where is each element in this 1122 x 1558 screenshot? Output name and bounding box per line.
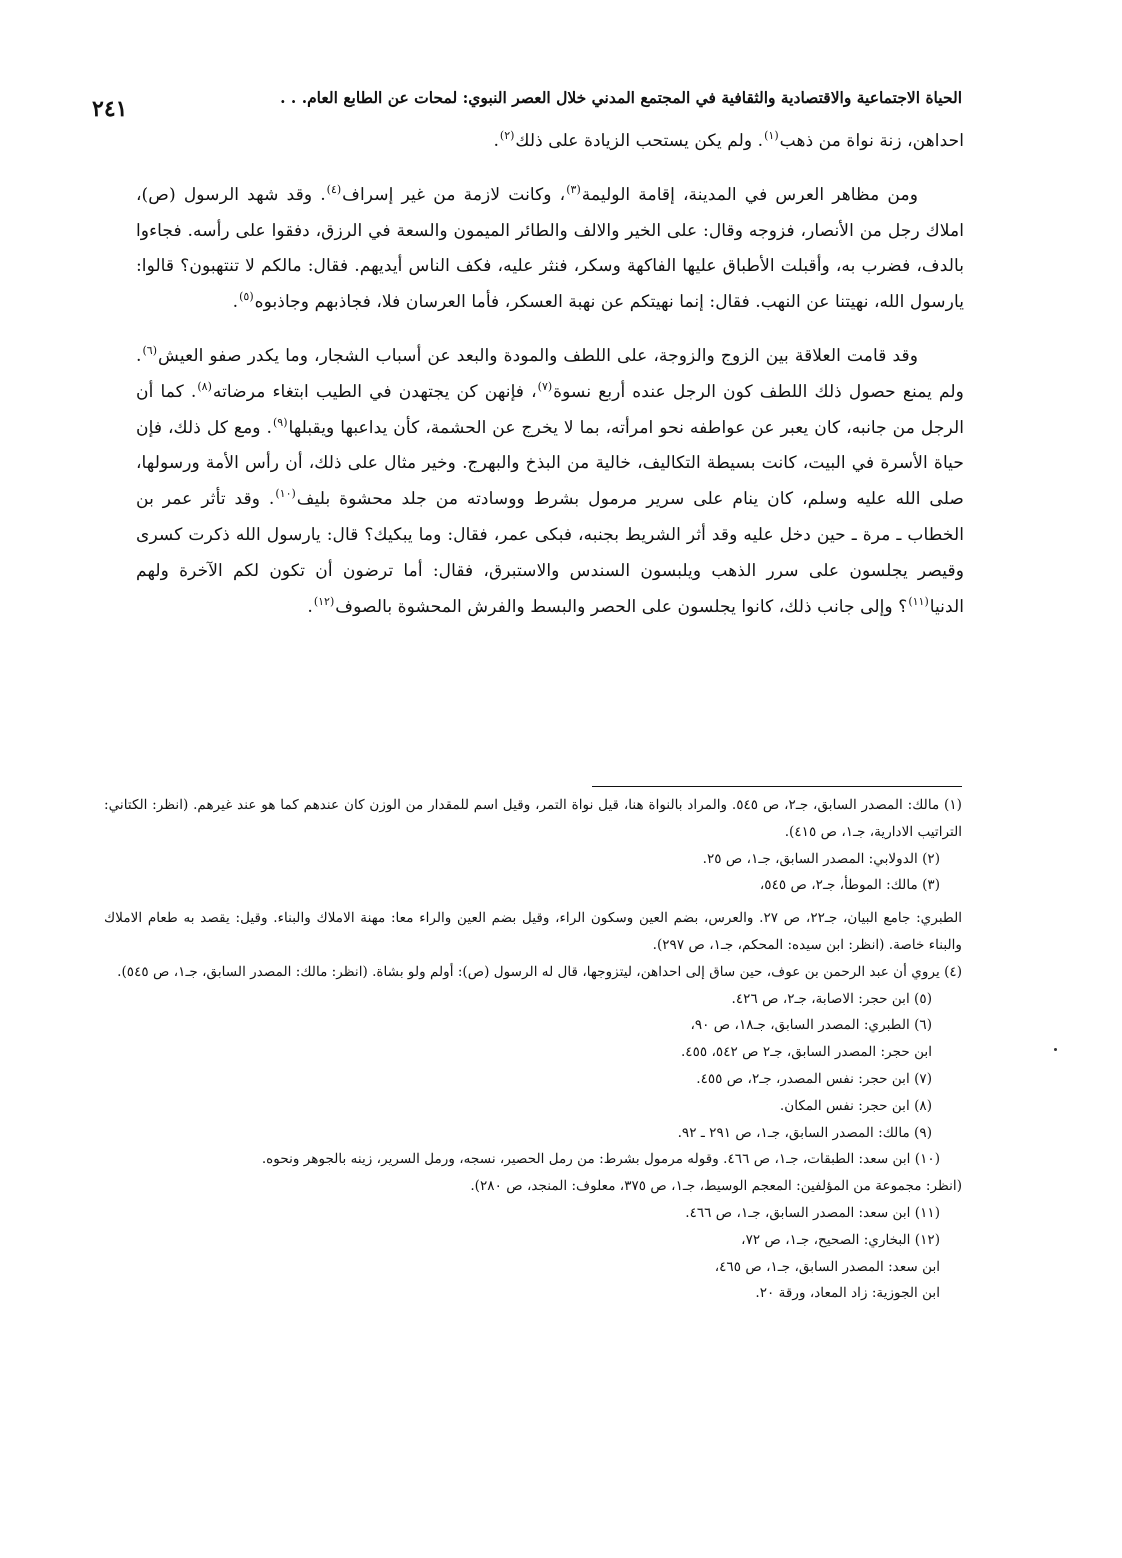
paragraph-text: . — [307, 596, 313, 617]
footnote-ref: (٢) — [499, 129, 515, 143]
footnote-12-continued-2: ابن الجوزية: زاد المعاد، ورقة ٢٠. — [755, 1285, 940, 1302]
footnote-11: (١١) ابن سعد: المصدر السابق، جـ١، ص ٤٦٦. — [685, 1204, 940, 1221]
footnote-12-continued: ابن سعد: المصدر السابق، جـ١، ص ٤٦٥، — [714, 1258, 940, 1275]
paragraph-text: ومن مظاهر العرس في المدينة، إقامة الوليمة — [581, 184, 919, 205]
paragraph-text: . ولم يمنع حصول ذلك اللطف كون الرجل عنده أربع نسوة — [136, 345, 964, 402]
footnote-4: (٤) يروي أن عبد الرحمن بن عوف، حين ساق إلى احداهن، ليتزوجها، قال له الرسول (ص): أولم ولو بشاة. (انظر: مالك: المصدر السابق، جـ١، ص ٥٤٥). — [117, 963, 962, 980]
footnote-7: (٧) ابن حجر: نفس المصدر، جـ٢، ص ٤٥٥. — [696, 1070, 932, 1087]
paragraph-text: . ولم يكن يستحب الزيادة على ذلك — [515, 131, 764, 151]
footnote-3-continued: الطبري: جامع البيان، جـ٢٢، ص ٢٧. والعرس، بضم العين وسكون الراء، وقيل بضم العين والراء معا: مهنة الاملاك والبناء. وقيل: يقصد به طعام الاملاك والبناء خاصة. (انظر: ابن سيده: المحكم، جـ١، ص ٢٩٧). — [104, 910, 962, 953]
footnote-12: (١٢) البخاري: الصحيح، جـ١، ص ٧٢، — [741, 1231, 940, 1248]
paragraph-text: ، وكانت لازمة من غير إسراف — [342, 184, 566, 205]
footnote-ref: (٤) — [326, 183, 342, 197]
paragraph-text: . — [493, 131, 499, 151]
footnote-ref: (٧) — [537, 380, 553, 394]
paragraph-text: ؟ وإلى جانب ذلك، كانوا يجلسون على الحصر والبسط والفرش المحشوة بالصوف — [335, 596, 908, 617]
paragraph-3 — [136, 339, 964, 625]
running-title: الحياة الاجتماعية والاقتصادية والثقافية في المجتمع المدني خلال العصر النبوي: لمحات عن الطابع العام. . . — [280, 87, 962, 107]
paragraph-2 — [136, 178, 964, 321]
footnote-10: (١٠) ابن سعد: الطبقات، جـ١، ص ٤٦٦. وقوله مرمول بشرط: من رمل الحصير، نسجه، ورمل السرير، زينه بالجوهر ونحوه. — [261, 1151, 940, 1168]
footnote-10-continued: (انظر: مجموعة من المؤلفين: المعجم الوسيط، جـ١، ص ٣٧٥، معلوف: المنجد، ص ٢٨٠). — [470, 1178, 962, 1195]
footnote-ref: (٩) — [272, 415, 288, 429]
footnote-ref: (٨) — [197, 380, 212, 394]
body-text — [136, 124, 964, 625]
footnote-separator — [592, 786, 962, 787]
paragraph-text: . وقد تأثر عمر بن الخطاب ـ مرة ـ حين دخل عليه وقد أثر الشريط بجنبه، فبكى عمر، فقال: وما يبكيك؟ قال: يارسول الله ذكرت كسرى وقيصر يجلسون على سرر الذهب ويلبسون السندس والاستبرق، فقال: أما ترضون أن تكون لكم الآخرة ولهم الدنيا — [136, 489, 965, 617]
footnote-ref: (١) — [764, 129, 779, 143]
footnote-ref: (١١) — [908, 594, 929, 608]
scan-speck — [1054, 1048, 1057, 1051]
footnote-ref: (١٢) — [313, 594, 335, 608]
paragraph-1 — [136, 124, 964, 160]
paragraph-text: . كما أن الرجل من جانبه، كان يعبر عن عواطفه نحو امرأته، بما لا يخرج عن الحشمة، كأن يداعبها ويقبلها — [136, 381, 964, 438]
paragraph-text: . ومع كل ذلك، فإن حياة الأسرة في البيت، كانت بسيطة التكاليف، خالية من البذخ والبهرج. وخير مثال على ذلك، أن رأس الأمة ورسولها، صلى الله عليه وسلم، كان ينام على سرير مرمول بشرط ووسادته من جلد محشوة بليف — [136, 417, 964, 510]
footnote-2: (٢) الدولابي: المصدر السابق، جـ١، ص ٢٥. — [702, 850, 940, 867]
paragraph-text: احداهن، زنة نواة من ذهب — [779, 131, 964, 151]
footnote-6: (٦) الطبري: المصدر السابق، جـ١٨، ص ٩٠، — [690, 1017, 932, 1034]
paragraph-text: . وقد شهد الرسول (ص)، املاك رجل من الأنصار، فزوجه وقال: على الخير والالف والطائر الميمون والسعة في الرزق، دفقوا على رأسه. فجاءوا بالدف، فضرب به، وأقبلت الأطباق عليها الفاكهة وسكر، فنثر عليه، فكف الناس أيديهم. فقال: مالكم لا تنتهبون؟ قالوا: يارسول الله، نهيتنا عن النهب. فقال: إنما نهيتكم عن نهبة العسكر، فأما العرسان فلا، فجاذبهم وجاذبوه — [136, 184, 964, 313]
footnote-6-continued: ابن حجر: المصدر السابق، جـ٢ ص ٥٤٢، ٤٥٥. — [680, 1044, 932, 1061]
footnote-1: (١) مالك: المصدر السابق، جـ٢، ص ٥٤٥. والمراد بالنواة هنا، قيل نواة التمر، وقيل اسم للمقدار من الوزن كان عندهم كما هو عند غيرهم. (انظر: الكتاني: التراتيب الادارية، جـ١، ص ٤١٥). — [104, 797, 962, 840]
page-header — [92, 80, 962, 114]
page-number: ٢٤١ — [92, 96, 128, 122]
footnote-ref: (٥) — [239, 290, 254, 304]
footnotes — [104, 792, 962, 1307]
footnote-ref: (٣) — [566, 183, 581, 197]
paragraph-text: وقد قامت العلاقة بين الزوج والزوجة، على اللطف والمودة والبعد عن أسباب الشجار، وما يكدر صفو العيش — [157, 345, 918, 366]
footnote-ref: (١٠) — [275, 487, 296, 501]
footnote-5: (٥) ابن حجر: الاصابة، جـ٢، ص ٤٢٦. — [731, 990, 932, 1007]
paragraph-text: . — [232, 292, 239, 313]
footnote-3: (٣) مالك: الموطأ، جـ٢، ص ٥٤٥، — [759, 877, 940, 894]
footnote-ref: (٦) — [142, 344, 157, 358]
footnote-8: (٨) ابن حجر: نفس المكان. — [779, 1097, 932, 1114]
paragraph-text: ، فإنهن كن يجتهدن في الطيب ابتغاء مرضاته — [212, 381, 537, 402]
footnote-9: (٩) مالك: المصدر السابق، جـ١، ص ٢٩١ ـ ٩٢. — [677, 1124, 932, 1141]
